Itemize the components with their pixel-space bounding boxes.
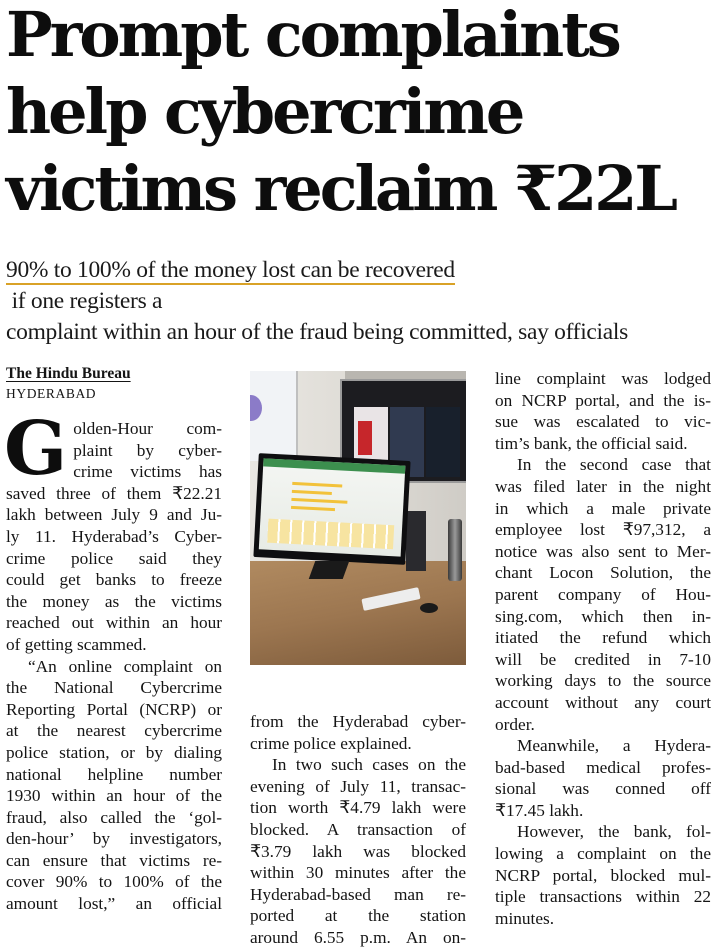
- text-line: blocked. A transaction of: [250, 819, 466, 839]
- text-line: tiple transactions within 22: [495, 887, 711, 907]
- text-line: crime police said they: [6, 548, 222, 568]
- text-line: in which a male private: [495, 498, 711, 518]
- text-line: parent company of Hou-: [495, 584, 711, 604]
- deck-highlight: 90% to 100% of the money lost can be recovered: [6, 257, 455, 283]
- text-line: the money as the victims: [6, 591, 222, 611]
- text-line: working days to the source: [495, 671, 711, 691]
- text-line: from the Hyderabad cyber-: [250, 712, 466, 731]
- byline[interactable]: The Hindu Bureau: [6, 365, 131, 382]
- text-line: In two such cases on the: [272, 755, 466, 775]
- text-line: reached out within an hour: [6, 613, 222, 633]
- text-line: can ensure that victims re-: [6, 850, 222, 870]
- text-line: was filed later in the night: [495, 476, 711, 496]
- text-line: tim’s bank, the official said.: [495, 433, 688, 453]
- text-line: evening of July 11, transac-: [250, 776, 466, 796]
- text-line: ₹3.79 lakh was blocked: [250, 841, 466, 861]
- text-line: sing.com, which then in-: [495, 606, 711, 626]
- headline-line: help cybercrime: [6, 75, 523, 148]
- paragraph: [250, 711, 466, 754]
- paragraph: [250, 754, 466, 948]
- mouse: [420, 603, 438, 613]
- text-line: lowing a complaint on the: [495, 844, 711, 864]
- paragraph: [495, 735, 711, 821]
- text-line: on NCRP portal, and the is-: [495, 390, 711, 410]
- text-line: of getting scammed.: [6, 634, 147, 654]
- deck-line1-rest: if one registers a: [6, 288, 163, 314]
- text-line: Meanwhile, a Hydera-: [517, 736, 711, 756]
- deck-line: [6, 255, 711, 317]
- paragraph: [6, 656, 222, 915]
- text-line: fraud, also called the ‘gol-: [6, 807, 222, 827]
- text-line: bad-based medical profes-: [495, 757, 711, 777]
- text-line: saved three of them ₹22.21: [6, 483, 222, 503]
- text-line: line complaint was lodged: [495, 369, 711, 388]
- text-line: cover 90% to 100% of the: [6, 872, 222, 892]
- text-line: plaint by cyber-: [73, 440, 222, 460]
- text-line: will be credited in 7-10: [495, 649, 711, 669]
- text-line: Hyderabad-based man re-: [250, 884, 466, 904]
- text-line: However, the bank, fol-: [517, 822, 711, 842]
- command-centre-photo: [250, 371, 466, 665]
- text-line: NCRP portal, blocked mul-: [495, 865, 711, 885]
- text-line: “An online complaint on: [28, 656, 222, 676]
- side-screen: [250, 371, 298, 461]
- text-line: amount lost,” an official: [6, 894, 222, 914]
- text-line: crime police explained.: [250, 733, 412, 753]
- text-line: chant Locon Solution, the: [495, 563, 711, 583]
- text-line: within 30 minutes after the: [250, 863, 466, 883]
- article-column-1: [6, 364, 222, 915]
- drop-cap-paragraph: [4, 406, 222, 492]
- text-line: account without any court: [495, 692, 711, 712]
- text-line: employee lost ₹97,312, a: [495, 520, 711, 540]
- headline: [6, 0, 711, 227]
- desk: [250, 561, 466, 665]
- headline-line: Prompt complaints: [6, 0, 619, 71]
- bottle: [448, 519, 462, 581]
- computer-monitor: [253, 453, 410, 565]
- text-line: notice was also sent to Mer-: [495, 541, 711, 561]
- paragraph: [6, 483, 222, 656]
- text-line: around 6.55 p.m. An on-: [250, 927, 466, 947]
- dateline: HYDERABAD: [6, 386, 97, 401]
- paragraph: [495, 454, 711, 735]
- text-line: olden-Hour com-: [73, 419, 222, 438]
- text-line: police station, or by dialing: [6, 742, 222, 762]
- text-line: Reporting Portal (NCRP) or: [6, 699, 222, 719]
- text-line: itiated the refund which: [495, 628, 711, 648]
- text-line: sional was conned off: [495, 779, 711, 799]
- text-line: tion worth ₹4.79 lakh were: [250, 798, 466, 818]
- text-line: ₹17.45 lakh.: [495, 800, 584, 820]
- headline-line: victims reclaim ₹22L: [6, 152, 675, 225]
- text-line: the National Cybercrime: [6, 678, 222, 698]
- text-line: In the second case that: [517, 455, 711, 475]
- paragraph: [495, 821, 711, 929]
- text-line: at the nearest cybercrime: [6, 721, 222, 741]
- paragraph: [495, 368, 711, 454]
- text-line: minutes.: [495, 908, 555, 928]
- article-column-2: [250, 711, 466, 949]
- drop-cap: G: [4, 406, 68, 492]
- text-line: crime victims has: [73, 462, 222, 482]
- article-column-3: [495, 368, 711, 929]
- text-line: national helpline number: [6, 764, 222, 784]
- deck-line: complaint within an hour of the fraud being committed, say officials: [6, 319, 628, 345]
- text-line: order.: [495, 714, 535, 734]
- text-line: could get banks to freeze: [6, 570, 222, 590]
- text-line: lakh between July 9 and Ju-: [6, 505, 222, 525]
- text-line: ly 11. Hyderabad’s Cyber-: [6, 526, 222, 546]
- text-line: ported at the station: [250, 906, 466, 926]
- deck: [6, 255, 711, 348]
- text-line: den-hour’ by investigators,: [6, 829, 222, 849]
- text-line: 1930 within an hour of the: [6, 786, 222, 806]
- text-line: sue was escalated to vic-: [495, 412, 711, 432]
